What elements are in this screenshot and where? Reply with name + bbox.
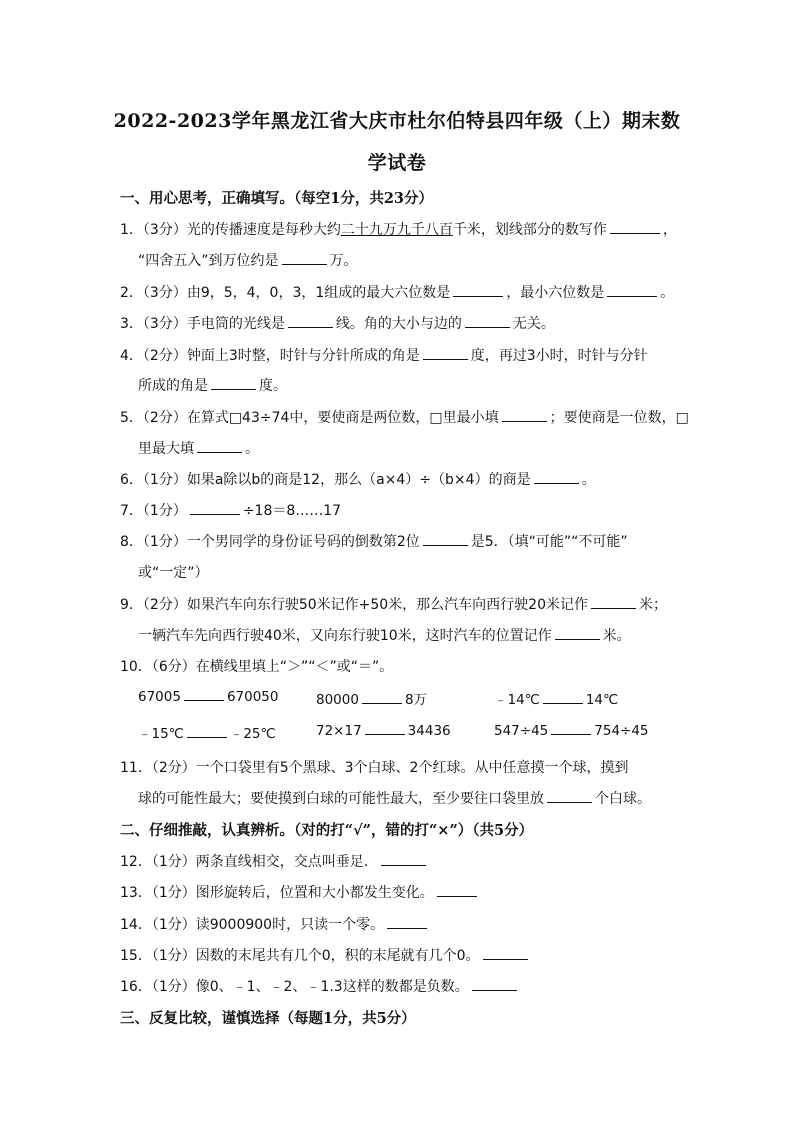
answer-blank[interactable] <box>184 688 224 701</box>
question-13: 13．（1分）图形旋转后，位置和大小都发生变化。 <box>120 882 480 902</box>
answer-blank[interactable] <box>465 315 510 328</box>
answer-blank[interactable] <box>282 252 327 265</box>
compare-item: 67005 670050 <box>138 689 279 705</box>
question-5: 5．（2分）在算式□43÷74中，要使商是两位数，□里最小填 ；要使商是一位数，□ <box>120 410 689 426</box>
compare-item: 72×17 34436 <box>316 723 451 739</box>
question-15: 15．（1分）因数的末尾共有几个0，积的末尾就有几个0。 <box>120 945 531 965</box>
compare-item: ﹣14℃ 14℃ <box>494 692 619 708</box>
question-5-cont: 里最大填 。 <box>138 441 259 457</box>
answer-blank[interactable] <box>591 596 636 609</box>
question-1-cont: “四舍五入”到万位约是 万。 <box>138 253 358 269</box>
answer-blank[interactable] <box>555 627 600 640</box>
question-6: 6．（1分）如果a除以b的商是12，那么（a×4）÷（b×4）的商是 。 <box>120 472 596 488</box>
section-3-heading: 三、反复比较，谨慎选择（每题1分，共5分） <box>120 1010 416 1027</box>
answer-blank[interactable] <box>437 884 477 897</box>
answer-blank[interactable] <box>288 315 333 328</box>
answer-blank[interactable] <box>472 978 517 991</box>
question-3: 3．（3分）手电筒的光线是 线。角的大小与边的 无关。 <box>120 316 555 332</box>
question-10: 10．（6分）在横线里填上“＞”“＜”或“＝”。 <box>120 659 394 675</box>
compare-item: ﹣15℃ ﹣25℃ <box>138 726 276 742</box>
answer-blank[interactable] <box>453 284 503 297</box>
question-8: 8．（1分）一个男同学的身份证号码的倒数第2位 是5．（填“可能”“不可能” <box>120 534 628 550</box>
section-2-heading: 二、仔细推敲，认真辨析。（对的打“√”，错的打“×”）（共5分） <box>120 822 534 839</box>
question-16: 16．（1分）像0、﹣1、﹣2、﹣1.3这样的数都是负数。 <box>120 976 520 996</box>
answer-blank[interactable] <box>534 471 579 484</box>
exam-title-line1: 2022-2023学年黑龙江省大庆市杜尔伯特县四年级（上）期末数 <box>113 110 681 132</box>
answer-blank[interactable] <box>197 440 242 453</box>
answer-blank[interactable] <box>610 221 660 234</box>
exam-title-line2: 学试卷 <box>367 152 427 174</box>
question-8-cont: 或“一定”） <box>138 565 209 581</box>
question-4-cont: 所成的角是 度。 <box>138 378 287 394</box>
question-4: 4．（2分）钟面上3时整，时针与分针所成的角是 度，再过3小时，时针与分针 <box>120 348 648 364</box>
answer-blank[interactable] <box>607 284 657 297</box>
section-1-heading: 一、用心思考，正确填写。（每空1分，共23分） <box>120 190 434 207</box>
answer-blank[interactable] <box>483 947 528 960</box>
answer-blank[interactable] <box>187 725 227 738</box>
underlined-text: 二十九万九千八百 <box>340 222 453 238</box>
answer-blank[interactable] <box>423 347 468 360</box>
question-2: 2．（3分）由9，5，4，0，3，1组成的最大六位数是 ，最小六位数是 。 <box>120 285 675 301</box>
compare-item: 80000 8万 <box>316 692 428 708</box>
question-11-cont: 球的可能性最大；要使摸到白球的可能性最大，至少要往口袋里放 个白球。 <box>138 791 651 807</box>
answer-blank[interactable] <box>551 722 591 735</box>
answer-blank[interactable] <box>381 853 426 866</box>
question-12: 12．（1分）两条直线相交，交点叫垂足． <box>120 851 429 871</box>
question-1: 1．（3分）光的传播速度是每秒大约二十九万九千八百千米，划线部分的数写作 ， <box>120 222 677 238</box>
answer-blank[interactable] <box>365 722 405 735</box>
question-9-cont: 一辆汽车先向西行驶40米，又向东行驶10米，这时汽车的位置记作 米。 <box>138 628 631 644</box>
answer-blank[interactable] <box>362 691 402 704</box>
answer-blank[interactable] <box>547 790 592 803</box>
answer-blank[interactable] <box>543 691 583 704</box>
answer-blank[interactable] <box>502 409 547 422</box>
compare-item: 547÷45 754÷45 <box>494 723 649 739</box>
answer-blank[interactable] <box>387 916 427 929</box>
question-7: 7．（1分） ÷18＝8……17 <box>120 503 342 519</box>
answer-blank[interactable] <box>211 377 256 390</box>
question-11: 11．（2分）一个口袋里有5个黑球、3个白球、2个红球。从中任意摸一个球，摸到 <box>120 760 629 776</box>
question-14: 14．（1分）读9000900时，只读一个零。 <box>120 914 430 934</box>
answer-blank[interactable] <box>190 502 240 515</box>
question-9: 9．（2分）如果汽车向东行驶50米记作+50米，那么汽车向西行驶20米记作 米； <box>120 597 667 613</box>
answer-blank[interactable] <box>423 533 468 546</box>
